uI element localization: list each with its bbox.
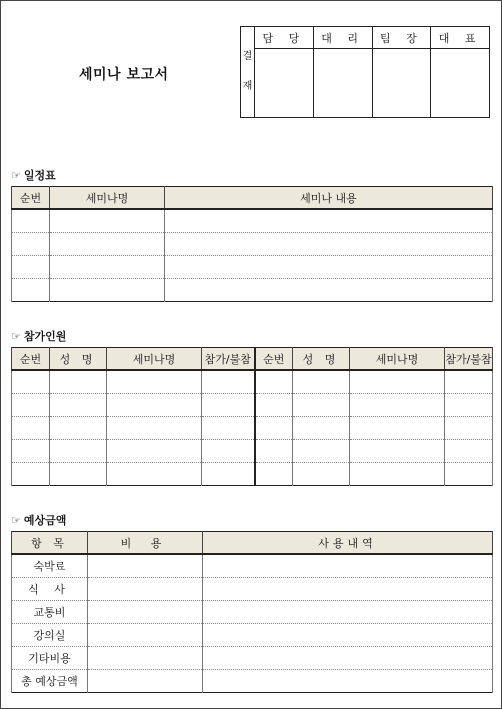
table-row: [12, 440, 493, 463]
table-row: [12, 209, 493, 233]
table-row: [12, 233, 493, 256]
table-row: [12, 647, 493, 670]
pointing-hand-icon: ☞: [11, 514, 21, 527]
participants-table: [11, 347, 493, 486]
table-row: [12, 601, 493, 624]
signature-cell-ceo[interactable]: [431, 49, 490, 118]
budget-row-label: 강의실: [12, 624, 88, 647]
budget-row-label: 기타비용: [12, 647, 88, 670]
document-title: 세미나 보고서: [79, 67, 169, 83]
participants-heading: ☞ 참가인원: [11, 330, 67, 343]
budget-table: [11, 531, 493, 693]
approval-box: [240, 26, 490, 118]
table-row: [12, 279, 493, 302]
participants-col-no-2: 순번: [255, 348, 293, 371]
table-row: [12, 670, 493, 693]
table-row: [12, 394, 493, 417]
approval-col-staff: 담 당: [255, 27, 314, 49]
signature-cell-team-leader[interactable]: [372, 49, 431, 118]
table-row: [12, 417, 493, 440]
budget-row-label: 교통비: [12, 601, 88, 624]
participants-col-seminar-name: 세미나명: [107, 348, 202, 371]
schedule-col-seminar-name: 세미나명: [50, 187, 165, 210]
budget-col-cost: 비 용: [88, 532, 203, 555]
schedule-heading: ☞ 일정표: [11, 169, 56, 182]
schedule-col-seminar-content: 세미나 내용: [165, 187, 493, 210]
participants-col-name-2: 성 명: [293, 348, 350, 371]
budget-heading: ☞ 예상금액: [11, 514, 67, 527]
approval-col-team-leader: 팀 장: [372, 27, 431, 49]
table-row: [12, 554, 493, 578]
table-row: [12, 578, 493, 601]
pointing-hand-icon: ☞: [11, 330, 21, 343]
approval-col-ceo: 대 표: [431, 27, 490, 49]
budget-row-label: 식 사: [12, 578, 88, 601]
participants-col-attendance-2: 참가/불참: [445, 348, 493, 371]
schedule-col-no: 순번: [12, 187, 50, 210]
signature-cell-staff[interactable]: [255, 49, 314, 118]
participants-col-attendance: 참가/불참: [202, 348, 255, 371]
pointing-hand-icon: ☞: [11, 169, 21, 182]
budget-col-item: 항 목: [12, 532, 88, 555]
table-row: [12, 370, 493, 394]
approval-col-assistant-manager: 대 리: [313, 27, 372, 49]
table-row: [12, 463, 493, 486]
signature-cell-assistant-manager[interactable]: [313, 49, 372, 118]
budget-row-label: 숙박료: [12, 554, 88, 578]
participants-col-name: 성 명: [50, 348, 107, 371]
table-row: [12, 256, 493, 279]
budget-col-usage: 사용내역: [203, 532, 493, 555]
participants-col-seminar-name-2: 세미나명: [350, 348, 445, 371]
schedule-table: [11, 186, 493, 302]
table-row: [12, 624, 493, 647]
participants-col-no: 순번: [12, 348, 50, 371]
budget-row-label: 총 예상금액: [12, 670, 88, 693]
approval-side-label: 결재: [241, 27, 255, 118]
